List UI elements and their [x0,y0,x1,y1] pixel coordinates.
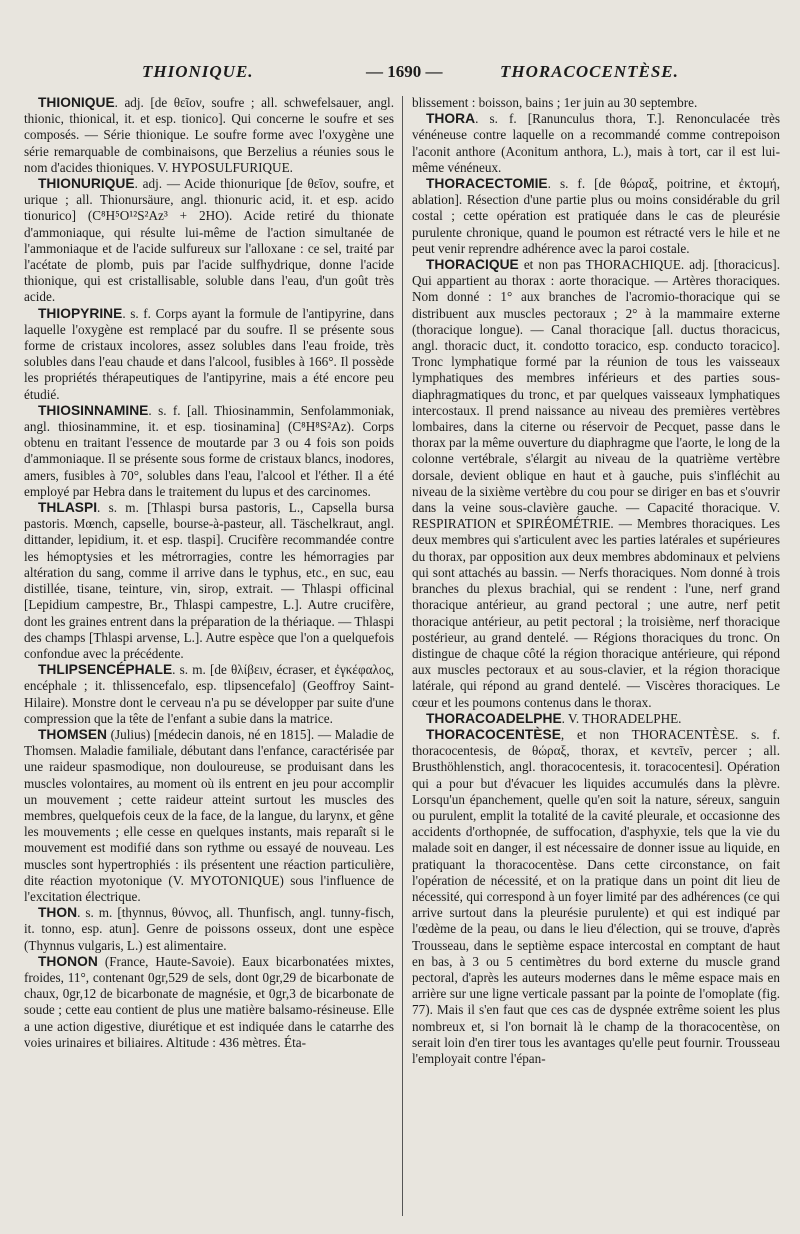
entry-text: . s. m. [Thlaspi bursa pastoris, L., Capsella bursa pastoris. Mœnch, capselle, bourse-à-pasteur, all. Täschelkraut, angl. dittander, lepidium, it. et esp. tlaspi]. Crucifère recommandée contre les hémoptysies et les métrorragies, contre les hémorragies par altération du sang, comme il arrive dans le typhus, etc., en suc, eau distillée, tisane, teinture, vin, sirop, extrait. — Thlaspi officinal [Lepidium campestre, Br., Thlaspi campestre, L.]. Autre crucifère, dont les graines entrent dans la préparation de la thériaque. — Thlaspi des champs [Thlaspi arvense, L.]. Autre espèce que l'on a quelquefois confondue avec la précédente. [24,500,394,661]
entry-text: . V. THORADELPHE. [561,710,682,726]
entry-text: (Julius) [médecin danois, né en 1815]. — Maladie de Thomsen. Maladie familiale, débutant dans l'enfance, caractérisée par une raideur spasmodique, non douloureuse, se produisant dans les muscles volontaires, au moment où ils entrent en jeu pour accomplir un mouvement ; cette raideur atteint surtout les muscles des membres, quelquefois ceux de la face, de la langue, du larynx, et gêne les mouvements ; elle cesse en quelques instants, mais reparaît si le mouvement est modifié dans son rythme ou essayé de nouveau. Les muscles sont hypertrophiés : ils présentent une réaction particulière, dite réaction myotonique (V. MYOTONIQUE) sous l'influence de l'excitation électrique. [24,726,394,904]
column-divider [402,96,403,1216]
dictionary-entry [24,954,394,1051]
dictionary-entry [412,257,780,711]
right-column [412,95,780,1220]
dictionary-entry [24,176,394,306]
dictionary-entry [24,95,394,176]
entry-headword: THORACOCENTÈSE [426,726,561,742]
entry-headword: THIONIQUE [38,95,115,110]
dictionary-entry [412,176,780,257]
entry-headword: THORACECTOMIE [426,176,548,192]
dictionary-entry [24,403,394,500]
entry-headword: THIOPYRINE [38,305,123,321]
entry-headword: THON [38,905,78,921]
header-left-term: THIONIQUE. [142,62,254,81]
left-column [24,95,394,1220]
dictionary-entry [24,727,394,905]
header-right-term: THORACOCENTÈSE. [500,62,679,81]
entry-text: . s. f. [all. Thiosinammin, Senfolammoniak, angl. thiosinammine, it. et esp. tiosinamina] (C⁸H⁸S²Az). Corps obtenu en traitant l'essence de moutarde par 3 ou 4 fois son poids d'ammoniaque. Il se présente sous forme de cristaux blancs, inodores, amers, fusibles à 70°, solubles dans l'eau, l'alcool et l'éther. Il a été employé par Hebra dans le traitement du lupus et des carcinomes. [24,402,394,499]
page-number: — 1690 — [366,62,443,81]
entry-text: . s. m. [thynnus, θύννος, all. Thunfisch, angl. tunny-fisch, it. tonno, esp. atun]. Genre de poissons osseux, dont une espèce (Thynnus vulgaris, L.) est alimentaire. [24,905,394,953]
dictionary-entry [24,662,394,727]
entry-headword: THORACIQUE [426,257,519,273]
running-header [0,62,800,88]
entry-headword: THIONURIQUE [38,176,135,192]
entry-headword: THONON [38,953,98,969]
dictionary-entry [412,727,780,1067]
dictionary-entry [24,500,394,662]
entry-headword: THORACOADELPHE [426,710,562,726]
entry-text: blissement : boisson, bains ; 1er juin au 30 septembre. [412,95,698,110]
entry-text: , et non THORACENTÈSE. s. f. thoracocentesis, de θώραξ, thorax, et κεντεῖν, percer ; all. Brusthöhlenstich, angl. thoracocentesis, it. toracocentesi]. Opération qui a pour but d'évacuer les liquides accumulés dans la plèvre. Lorsqu'un épanchement, quelle qu'en soit la nature, séreux, sanguin ou purulent, emplit la totalité de la cavité pleurale, et occasionne des accidents d'orthopnée, de suffocation, d'asphyxie, tels que la vie du malade soit en danger, il est nécessaire de donner issue au liquide, en pratiquant la thoracocentèse. Dans cette circonstance, on fait l'opération de nécessité, et on la pratique dans un point dit lieu de nécessité, qui correspond à un foyer limité par des adhérences (ce qui arrive surtout dans la pleurésie purulente) et qui est indiqué par l'œdème de la peau, ou dans le lieu d'élection, qui se trouve, d'après Trousseau, dans le septième espace intercostal en comptant de haut en bas, à 3 ou 5 centimètres du bord externe du muscle grand pectoral, d'après les auteurs modernes dans le même espace mais en arrière sur une ligne verticale passant par la pointe de l'omoplate (fig. 77). Mais il s'en faut que ces cas de dyspnée extrême soient les plus nombreux et, si l'on bornait là le champ de la thoracocentèse, on serait loin d'en tirer tous les avantages qu'elle peut fournir. Trousseau l'employait contre l'épan- [412,726,780,1066]
entry-text: et non pas THORACHIQUE. adj. [thoracicus]. Qui appartient au thorax : aorte thoracique. — Artères thoraciques. Nom donné : 1° aux branches de l'acromio-thoracique qui se distribuent aux muscles pectoraux ; 2° à la mammaire externe (thoracique longue). — Canal thoracique [all. ductus thoracicus, angl. thoracic duct, it. condotto toracico, esp. conducto toracico]. Tronc lymphatique formé par la réunion de tous les vaisseaux lymphatiques des membres inférieurs et des parties sous-diaphragmatiques du tronc, et par quelques vaisseaux lymphatiques intercostaux. Il prend naissance au niveau des premières vertèbres lombaires, dans la citerne ou réservoir de Pecquet, passe dans le thorax par la même ouverture du diaphragme que l'aorte, le long de la colonne vertébrale, s'élargit au niveau de la quatrième vertèbre dorsale, devient oblique en haut et à gauche, puis s'infléchit au niveau de la sixième vertèbre du cou pour se diriger en bas et s'ouvrir dans la veine sous-clavière gauche. — Capacité thoracique. V. RESPIRATION et SPIRÉOMÉTRIE. — Membres thoraciques. Les deux membres qui s'articulent avec les parties latérales et supérieures du thorax, par opposition aux deux membres abdominaux et pelviens qui sont attachés au bassin. — Nerfs thoraciques. Nom donné à trois branches du plexus brachial, qui se rendent : l'une, nerf grand thoracique antérieur, au grand pectoral ; une autre, nerf petit thoracique antérieur, au petit pectoral ; la troisième, nerf thoracique postérieur, au grand dentelé. — Régions thoraciques du tronc. On distingue de chaque côté la région thoracique antérieure, qui répond aux muscles pectoraux et au sous-clavier, et la région thoracique latérale, qui répond au grand dentelé. — Viscères thoraciques. Le cœur et les poumons contenus dans le thorax. [412,257,780,710]
dictionary-entry [412,711,780,727]
entry-text: . s. f. [de θώραξ, poitrine, et ἐκτομή, ablation]. Résection d'une partie plus ou moins considérable du gril costal ; cette opération est pratiquée dans le cas de pleurésie purulente chronique, quand le poumon est rétracté vers le hile et ne peut venir reprendre adhérence avec la paroi costale. [412,176,780,256]
entry-text: . s. m. [de θλίβειν, écraser, et ἐγκέφαλος, encéphale ; it. thlissencefalo, esp. tlipsencefalo] (Geoffroy Saint-Hilaire). Monstre dont le cerveau n'a pu se développer par suite d'une compression que la tête de l'enfant a subie dans la matrice. [24,662,394,726]
entry-headword: THORA [426,111,476,127]
entry-headword: THLIPSENCÉPHALE [38,662,173,678]
entry-headword: THIOSINNAMINE [38,402,149,418]
entry-text: . s. f. Corps ayant la formule de l'antipyrine, dans laquelle l'oxygène est remplacé par du soufre. Il se présente sous forme de cristaux incolores, assez solubles dans l'eau froide, très solubles dans l'eau chaude et dans l'alcool, fusibles à 166°. Il possède les propriétés thérapeutiques de l'antipyrine, mais a été encore peu étudié. [24,305,394,402]
dictionary-entry [24,306,394,403]
dictionary-entry [24,905,394,954]
entry-text: . adj. [de θεῖον, soufre ; all. schwefelsauer, angl. thionic, thionical, it. et esp. tionico]. Qui concerne le soufre et ses composés. — Série thionique. Le soufre forme avec l'oxygène une série remarquable de combinaisons, que Berzelius a réunies sous le nom d'acides thioniques. V. HYPOSULFURIQUE. [24,95,394,175]
entry-headword: THLASPI [38,500,98,516]
entry-text: . adj. — Acide thionurique [de θεῖον, soufre, et urique ; all. Thionursäure, angl. thionuric acid, it. et esp. acido tionurico] (C⁸H⁵O¹²S²Az³ + 2HO). Acide retiré du thionate d'ammoniaque, qui résulte lui-même de l'action simultanée de l'ammoniaque et de l'acide sulfureux sur l'alloxane : ce sel, traité par l'acétate de plomb, puis par l'acide sulfhydrique, donne l'acide thionique, qui est cristallisable, soluble dans l'eau, d'un goût très acide. [24,176,394,305]
entry-headword: THOMSEN [38,726,107,742]
dictionary-entry [412,95,780,111]
dictionary-entry [412,111,780,176]
entry-text: (France, Haute-Savoie). Eaux bicarbonatées mixtes, froides, 11°, contenant 0gr,529 de sels, dont 0gr,29 de bicarbonate de chaux, 0gr,12 de bicarbonate de magnésie, et 0gr,3 de bicarbonate de soude ; cette eau contient de plus une matière balsamo-résineuse. Elle a une action digestive, diurétique et est indiquée dans le catarrhe des voies urinaires et biliaires. Altitude : 436 mètres. Éta- [24,953,394,1050]
entry-text: . s. f. [Ranunculus thora, T.]. Renonculacée très vénéneuse contre laquelle on a recommandé comme contrepoison l'aconit anthore (Aconitum anthora, L.), mais à tort, car il est lui-même vénéneux. [412,111,780,175]
